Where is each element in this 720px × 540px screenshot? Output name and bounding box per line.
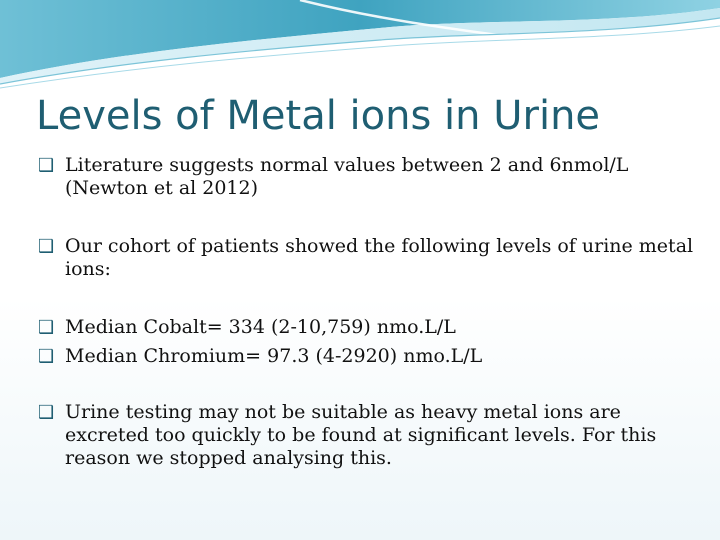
bullet-text: Literature suggests normal values between 2 and 6nmol/L (Newton et al 2012)	[65, 154, 629, 199]
bullet-item-literature	[36, 154, 696, 200]
bullet-item-median-cobalt	[36, 316, 696, 339]
bullet-text: Urine testing may not be suitable as heavy metal ions are excreted too quickly to be found at significant levels. For this reason we stopped analysing this.	[65, 401, 657, 469]
bullet-marker-icon: ❑	[38, 155, 55, 176]
bullet-marker-icon: ❑	[38, 402, 55, 423]
bullet-list	[36, 154, 696, 470]
bullet-item-cohort	[36, 235, 696, 281]
bullet-item-urine-testing	[36, 401, 696, 470]
bullet-item-median-chromium	[36, 345, 696, 368]
bullet-text: Median Cobalt= 334 (2-10,759) nmo.L/L	[65, 316, 456, 338]
bullet-text: Median Chromium= 97.3 (4-2920) nmo.L/L	[65, 345, 483, 367]
bullet-text: Our cohort of patients showed the following levels of urine metal ions:	[65, 235, 694, 280]
bullet-marker-icon: ❑	[38, 346, 55, 367]
header-wave-decoration	[0, 0, 720, 90]
bullet-marker-icon: ❑	[38, 317, 55, 338]
bullet-marker-icon: ❑	[38, 236, 55, 257]
slide-title: Levels of Metal ions in Urine	[36, 93, 601, 139]
